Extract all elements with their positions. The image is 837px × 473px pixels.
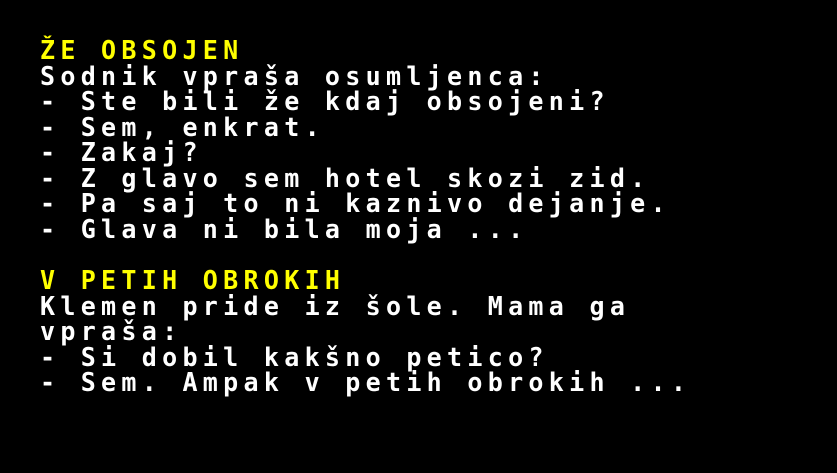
joke-1 [40,35,830,244]
joke-line: - Pa saj to ni kaznivo dejanje. [40,188,671,219]
joke-line: - Zakaj? [40,137,203,168]
joke-line: - Sem, enkrat. [40,112,325,142]
spacer [40,242,830,269]
joke-title: V PETIH OBROKIH [40,265,346,296]
joke-line: Sodnik vpraša osumljenca: [40,61,549,91]
joke-line: - Glava ni bila moja ... [40,214,529,244]
joke-line: - Si dobil kakšno petico? [40,342,549,372]
joke-line: - Sem. Ampak v petih obrokih ... [40,367,692,398]
joke-line: Klemen pride iz šole. Mama ga [40,291,631,321]
joke-2 [40,265,830,398]
joke-line: vpraša: [40,316,183,347]
joke-line: - Ste bili že kdaj obsojeni? [40,86,610,117]
teletext-page [40,35,830,398]
joke-title: ŽE OBSOJEN [40,35,244,66]
joke-line: - Z glavo sem hotel skozi zid. [40,163,651,193]
